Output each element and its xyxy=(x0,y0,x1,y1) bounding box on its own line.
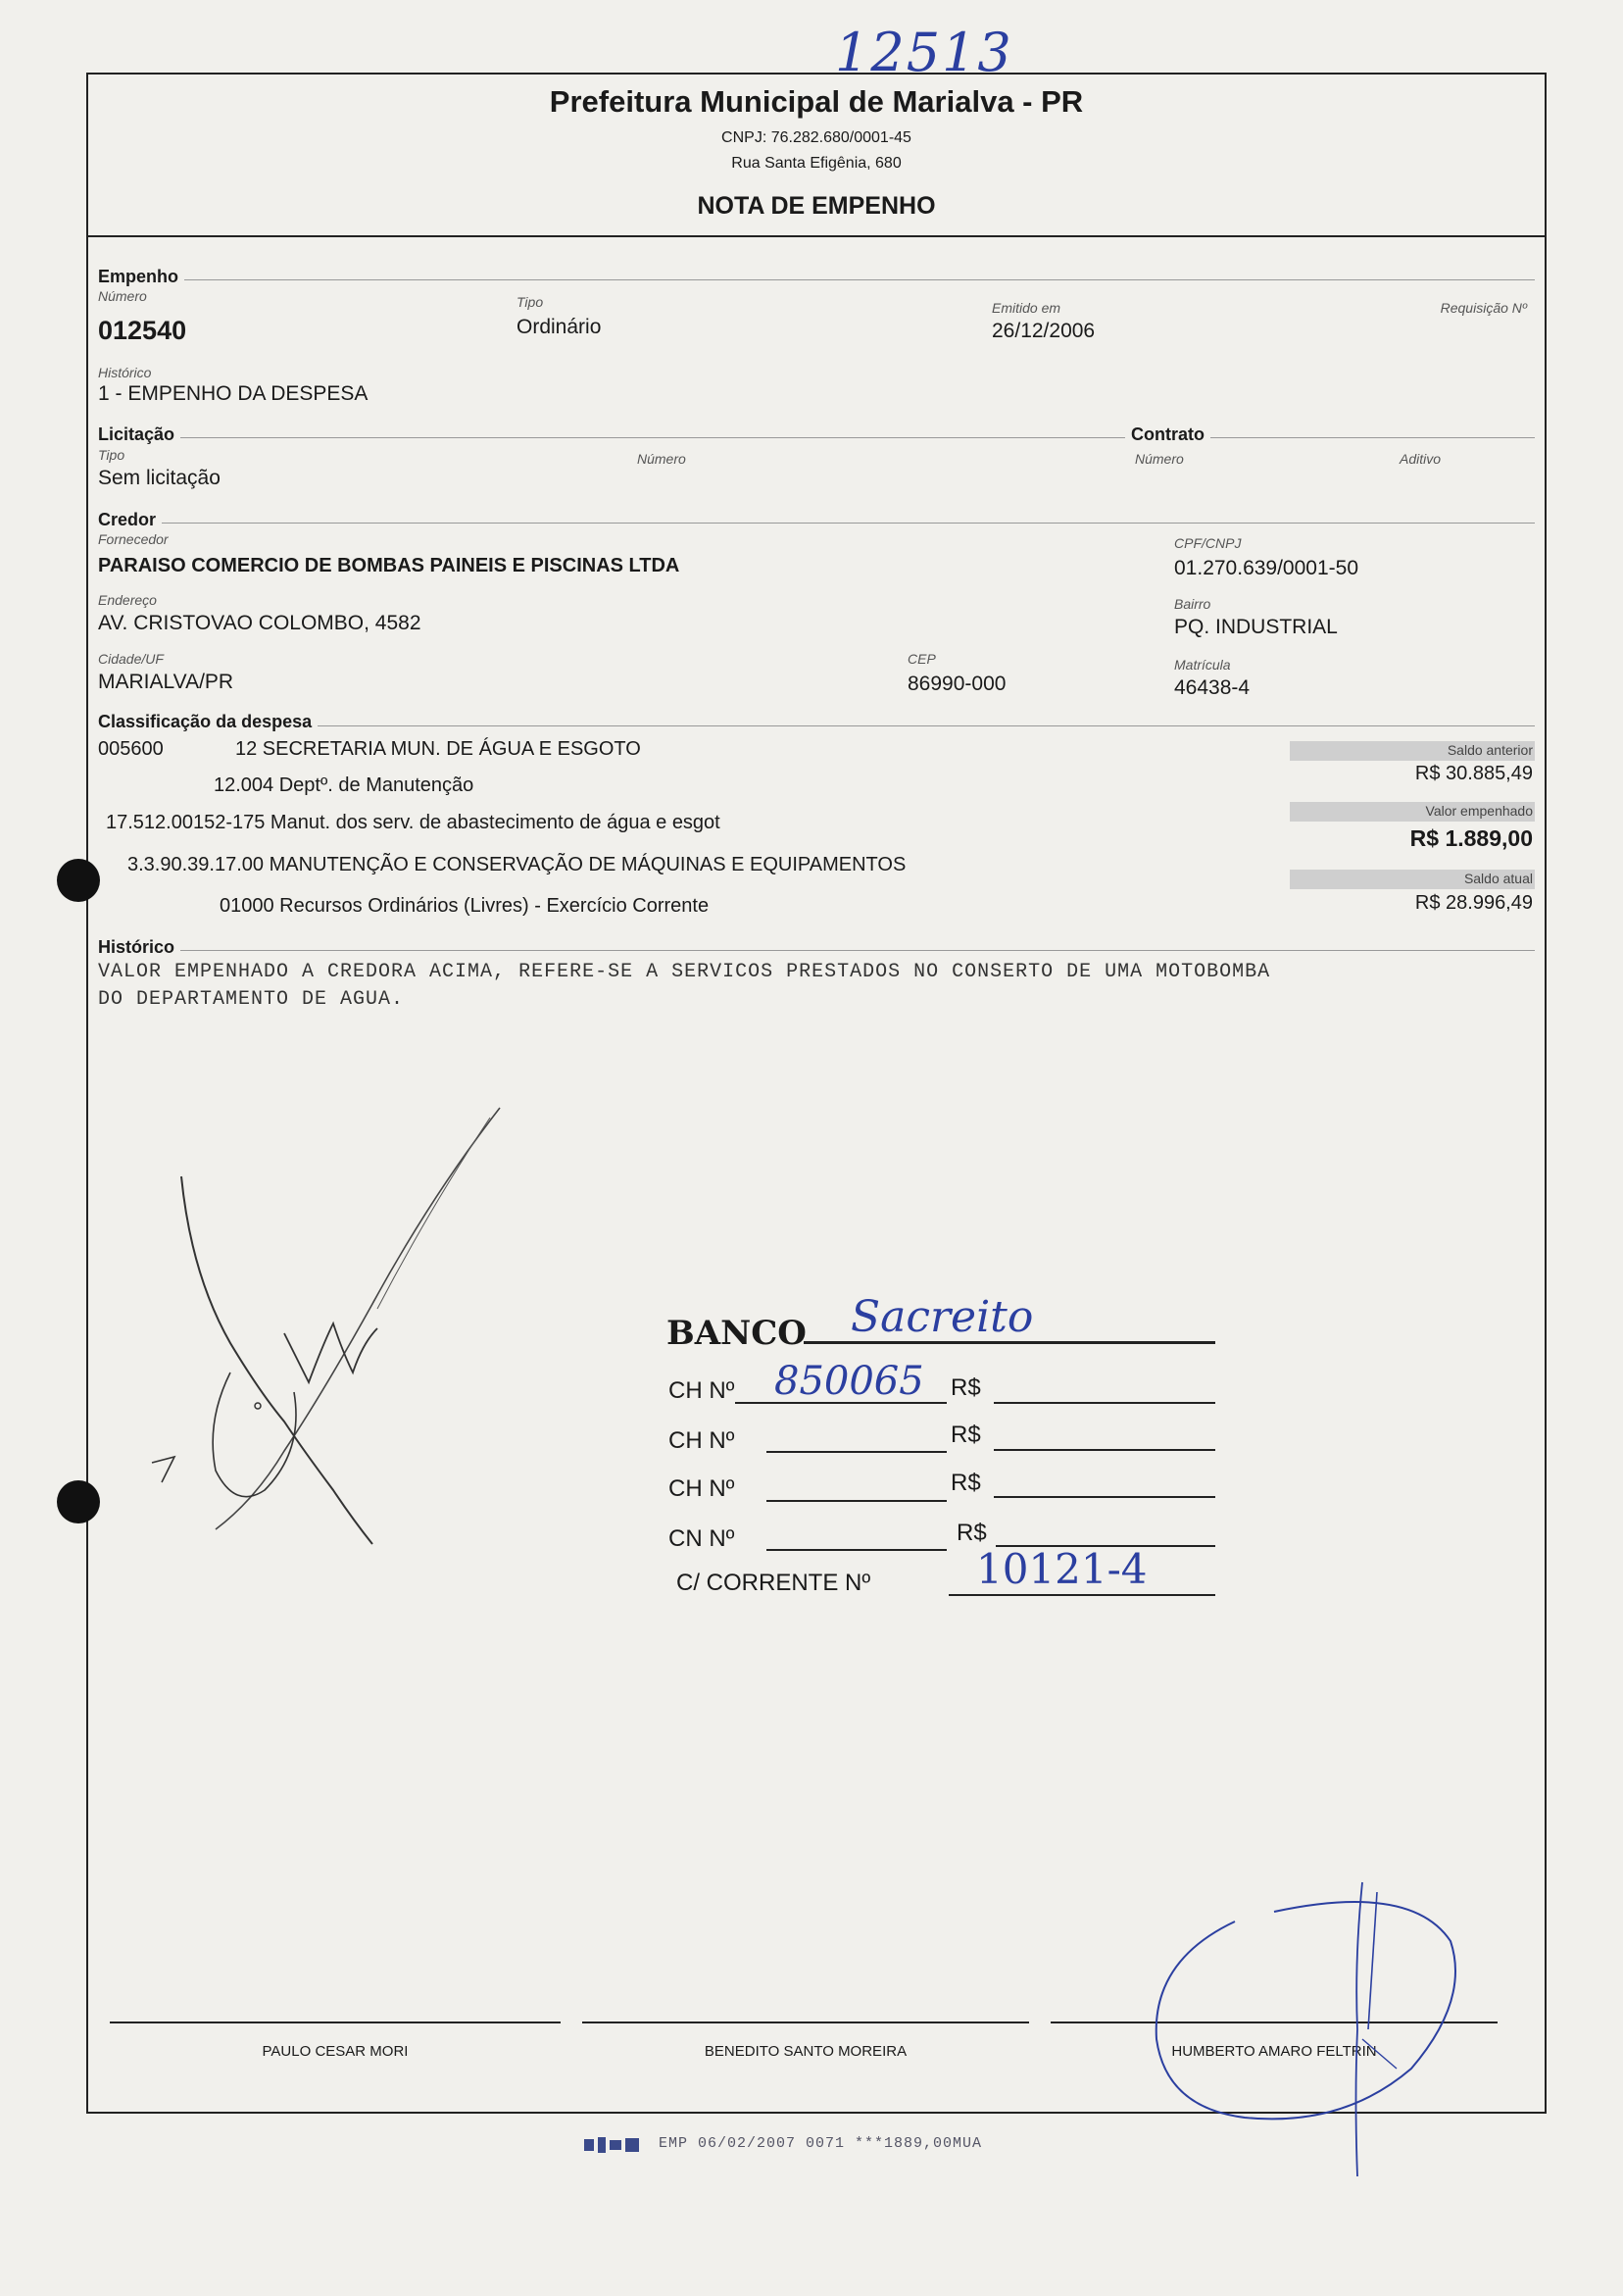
bairro-label: Bairro xyxy=(1174,596,1211,612)
header-divider xyxy=(86,235,1547,237)
matricula-value: 46438-4 xyxy=(1174,676,1251,699)
footer-logo-icon xyxy=(584,2137,641,2153)
stamp-cn-label: CN Nº xyxy=(668,1525,735,1552)
stamp-conta-label: C/ CORRENTE Nº xyxy=(676,1570,871,1596)
stamp-ch1-value: 850065 xyxy=(774,1359,924,1404)
stamp-ch1-rs: R$ xyxy=(951,1374,981,1401)
licitacao-tipo: Sem licitação xyxy=(98,467,221,489)
stamp-ch2-rs-line xyxy=(994,1449,1215,1451)
licitacao-rule xyxy=(98,437,1535,438)
signature-name-3: HUMBERTO AMARO FELTRIN xyxy=(1171,2043,1377,2060)
empenho-section: Empenho xyxy=(98,267,184,287)
cpf-label: CPF/CNPJ xyxy=(1174,535,1242,551)
cep-value: 86990-000 xyxy=(908,673,1007,695)
stamp-ch2-line xyxy=(766,1451,947,1453)
stamp-ch1-label: CH Nº xyxy=(668,1377,735,1404)
emitido-label: Emitido em xyxy=(992,300,1061,316)
historico-section: Histórico xyxy=(98,937,180,958)
classificacao-line-1: 12 SECRETARIA MUN. DE ÁGUA E ESGOTO xyxy=(235,738,641,760)
saldo-atual-label: Saldo atual xyxy=(1463,871,1533,886)
stamp-ch2-label: CH Nº xyxy=(668,1427,735,1454)
endereco-value: AV. CRISTOVAO COLOMBO, 4582 xyxy=(98,612,421,634)
cidade-value: MARIALVA/PR xyxy=(98,671,234,693)
stamp-conta-line xyxy=(949,1594,1215,1596)
cep-label: CEP xyxy=(908,651,936,667)
signature-line-2 xyxy=(582,2021,1029,2023)
historico-line-2: DO DEPARTAMENTO DE AGUA. xyxy=(98,988,405,1011)
cpf-value: 01.270.639/0001-50 xyxy=(1174,557,1359,579)
document-frame xyxy=(86,73,1547,2114)
empenho-tipo-label: Tipo xyxy=(516,294,544,310)
stamp-conta-value: 10121-4 xyxy=(976,1545,1148,1593)
stamp-banco-value: Sacreito xyxy=(851,1292,1034,1342)
historico-rule xyxy=(98,950,1535,951)
empenho-tipo: Ordinário xyxy=(516,316,602,338)
licitacao-section: Licitação xyxy=(98,424,180,445)
classificacao-line-4: 3.3.90.39.17.00 MANUTENÇÃO E CONSERVAÇÃO DE MÁQUINAS E EQUIPAMENTOS xyxy=(127,854,907,875)
classificacao-line-5: 01000 Recursos Ordinários (Livres) - Exercício Corrente xyxy=(220,895,710,917)
footer-print: EMP 06/02/2007 0071 ***1889,00MUA xyxy=(659,2135,983,2152)
signature-scribble-right xyxy=(1078,1872,1529,2186)
stamp-ch1-rs-line xyxy=(994,1402,1215,1404)
stamp-ch3-rs-line xyxy=(994,1496,1215,1498)
saldo-atual-value: R$ 28.996,49 xyxy=(1414,892,1533,914)
classificacao-line-2: 12.004 Deptº. de Manutenção xyxy=(214,774,474,796)
historico-line-1: VALOR EMPENHADO A CREDORA ACIMA, REFERE-SE A SERVICOS PRESTADOS NO CONSERTO DE UMA MOTOBOMBA xyxy=(98,961,1271,983)
signature-scribble-left xyxy=(137,1098,529,1549)
stamp-cn-rs: R$ xyxy=(957,1520,987,1546)
empenho-rule xyxy=(98,279,1535,280)
contrato-section: Contrato xyxy=(1125,424,1210,445)
valor-empenhado-value: R$ 1.889,00 xyxy=(1409,825,1533,851)
page-title: Prefeitura Municipal de Marialva - PR xyxy=(549,84,1084,119)
cnpj-text: CNPJ: 76.282.680/0001-45 xyxy=(721,129,911,146)
address-text: Rua Santa Efigênia, 680 xyxy=(731,155,902,172)
saldo-anterior-label: Saldo anterior xyxy=(1447,742,1533,758)
credor-section: Credor xyxy=(98,510,162,530)
signature-name-2: BENEDITO SANTO MOREIRA xyxy=(704,2043,908,2060)
empenho-historico: 1 - EMPENHO DA DESPESA xyxy=(98,382,369,405)
stamp-ch2-rs: R$ xyxy=(951,1422,981,1448)
empenho-numero: 012540 xyxy=(98,316,187,345)
aditivo-label: Aditivo xyxy=(1400,451,1442,467)
emitido-date: 26/12/2006 xyxy=(992,320,1096,342)
fornecedor-label: Fornecedor xyxy=(98,531,169,547)
licitacao-numero-label: Número xyxy=(637,451,686,467)
classificacao-line-3: 17.512.00152-175 Manut. dos serv. de abastecimento de água e esgot xyxy=(106,812,720,833)
document-title: NOTA DE EMPENHO xyxy=(697,192,936,220)
saldo-anterior-value: R$ 30.885,49 xyxy=(1414,763,1533,784)
endereco-label: Endereço xyxy=(98,592,157,608)
stamp-ch3-rs: R$ xyxy=(951,1470,981,1496)
signature-line-1 xyxy=(110,2021,561,2023)
classificacao-section: Classificação da despesa xyxy=(98,712,318,732)
empenho-numero-label: Número xyxy=(98,288,147,304)
contrato-numero-label: Número xyxy=(1135,451,1184,467)
hole-punch-bottom xyxy=(57,1480,100,1523)
hole-punch-top xyxy=(57,859,100,902)
cidade-label: Cidade/UF xyxy=(98,651,164,667)
licitacao-tipo-label: Tipo xyxy=(98,447,125,463)
empenho-historico-label: Histórico xyxy=(98,365,152,380)
stamp-banco-label: BANCO xyxy=(666,1314,807,1353)
stamp-ch3-label: CH Nº xyxy=(668,1475,735,1502)
handwritten-number: 12513 xyxy=(835,22,1013,83)
matricula-label: Matrícula xyxy=(1174,657,1231,673)
stamp-ch3-line xyxy=(766,1500,947,1502)
classificacao-code: 005600 xyxy=(98,738,164,760)
signature-name-1: PAULO CESAR MORI xyxy=(262,2043,409,2060)
stamp-cn-line xyxy=(766,1549,947,1551)
bairro-value: PQ. INDUSTRIAL xyxy=(1174,616,1338,638)
fornecedor-name: PARAISO COMERCIO DE BOMBAS PAINEIS E PISCINAS LTDA xyxy=(98,555,680,576)
requisicao-label: Requisição Nº xyxy=(1440,300,1527,316)
credor-rule xyxy=(98,523,1535,524)
valor-empenhado-label: Valor empenhado xyxy=(1425,803,1533,819)
